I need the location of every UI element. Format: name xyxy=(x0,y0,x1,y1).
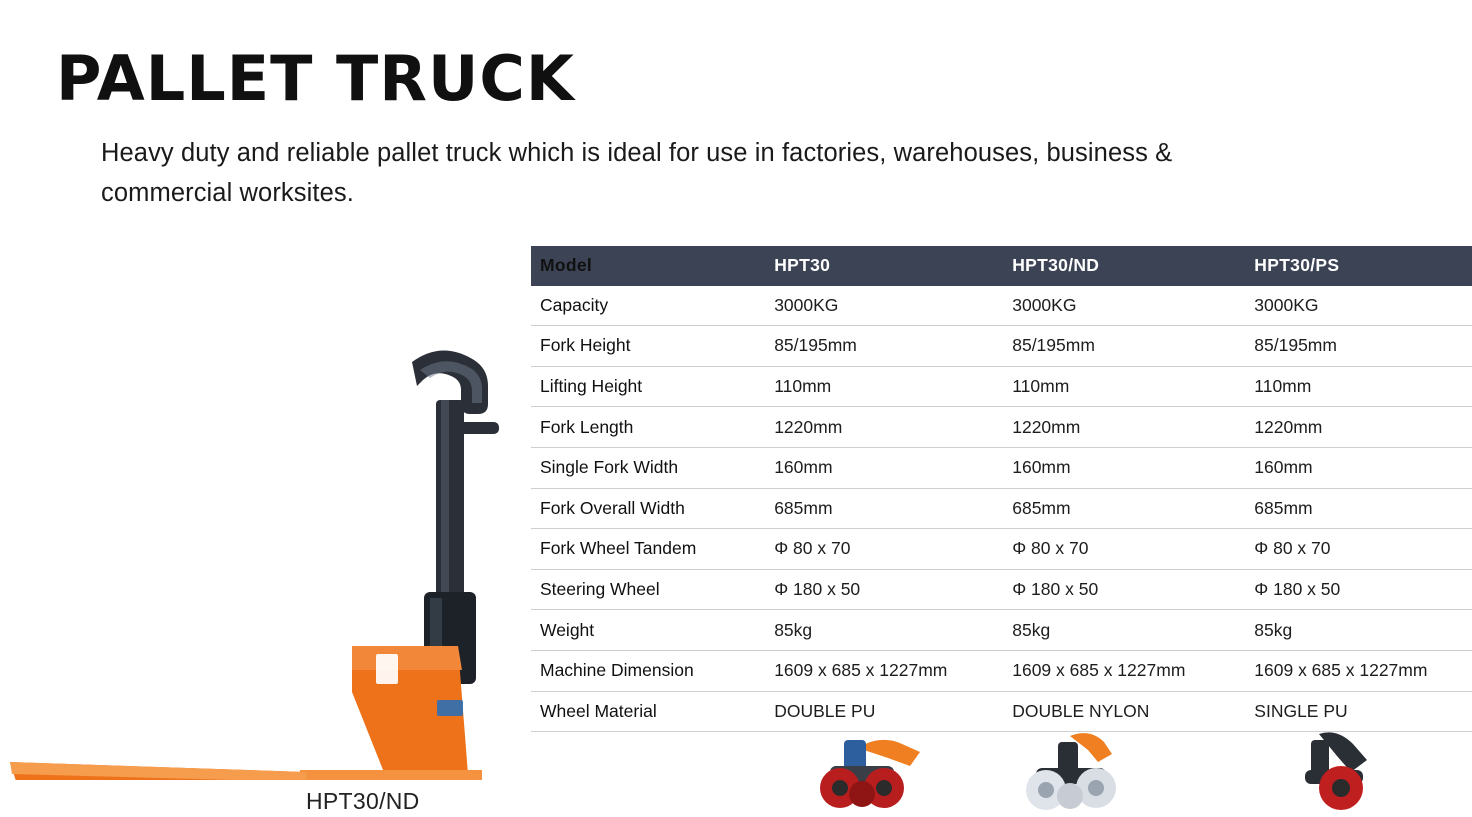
row-label: Single Fork Width xyxy=(540,457,679,478)
row-value-hpt30-ps: 1220mm xyxy=(1254,416,1323,437)
table-row xyxy=(531,488,1472,529)
row-value-hpt30-ps: 85kg xyxy=(1254,619,1293,640)
row-label: Capacity xyxy=(540,294,609,315)
table-row xyxy=(531,366,1472,407)
row-value-hpt30-nd: 160mm xyxy=(1012,457,1071,478)
row-value-hpt30: 110mm xyxy=(774,376,832,397)
double-nylon-wheel-image xyxy=(1000,722,1150,812)
table-row xyxy=(531,529,1472,570)
column-header-hpt30-ps: HPT30/PS xyxy=(1254,255,1340,276)
row-value-hpt30-ps: 1609 x 685 x 1227mm xyxy=(1254,660,1428,681)
row-value-hpt30: 685mm xyxy=(774,497,833,518)
table-row xyxy=(531,286,1472,326)
row-value-hpt30-nd: 685mm xyxy=(1012,497,1071,518)
row-label: Wheel Material xyxy=(540,700,657,721)
double-pu-wheel-image xyxy=(800,722,950,812)
table-row xyxy=(531,569,1472,610)
column-header-hpt30-nd: HPT30/ND xyxy=(1012,255,1100,276)
row-value-hpt30-nd: 85kg xyxy=(1012,619,1051,640)
row-value-hpt30-ps: 160mm xyxy=(1254,457,1313,478)
row-value-hpt30: 160mm xyxy=(774,457,833,478)
table-header-row xyxy=(531,246,1472,286)
table-row xyxy=(531,447,1472,488)
row-value-hpt30-nd: 85/195mm xyxy=(1012,335,1095,356)
row-value-hpt30-ps: 85/195mm xyxy=(1254,335,1337,356)
row-label: Fork Overall Width xyxy=(540,497,685,518)
table-row xyxy=(531,407,1472,448)
row-value-hpt30: 1220mm xyxy=(774,416,843,437)
row-value-hpt30-nd: 110mm xyxy=(1012,376,1070,397)
row-value-hpt30-nd: 1609 x 685 x 1227mm xyxy=(1012,660,1186,681)
row-label: Fork Height xyxy=(540,335,631,356)
row-value-hpt30-ps: 3000KG xyxy=(1254,294,1319,315)
row-value-hpt30: 85kg xyxy=(774,619,813,640)
row-label: Fork Wheel Tandem xyxy=(540,538,697,559)
row-value-hpt30-ps: Φ 180 x 50 xyxy=(1254,579,1341,600)
row-label: Steering Wheel xyxy=(540,579,660,600)
table-row xyxy=(531,610,1472,651)
row-value-hpt30: 3000KG xyxy=(774,294,839,315)
specification-table xyxy=(531,246,1472,732)
row-value-hpt30-nd: Φ 80 x 70 xyxy=(1012,538,1089,559)
single-pu-wheel-image xyxy=(1285,722,1435,812)
row-value-hpt30: DOUBLE PU xyxy=(774,700,876,721)
page-title: PALLET TRUCK xyxy=(56,41,575,115)
table-row xyxy=(531,326,1472,367)
row-value-hpt30: Φ 80 x 70 xyxy=(774,538,851,559)
intro-paragraph: Heavy duty and reliable pallet truck which is ideal for use in factories, warehouses, business & commercial worksites. xyxy=(101,138,1173,207)
column-header-hpt30: HPT30 xyxy=(774,255,831,276)
row-value-hpt30-ps: 110mm xyxy=(1254,376,1312,397)
row-value-hpt30: 1609 x 685 x 1227mm xyxy=(774,660,948,681)
row-value-hpt30-ps: 685mm xyxy=(1254,497,1313,518)
row-value-hpt30: 85/195mm xyxy=(774,335,857,356)
row-value-hpt30-ps: SINGLE PU xyxy=(1254,700,1348,721)
product-image-caption: HPT30/ND xyxy=(306,788,420,814)
row-value-hpt30-nd: DOUBLE NYLON xyxy=(1012,700,1150,721)
row-label: Weight xyxy=(540,619,595,640)
row-value-hpt30: Φ 180 x 50 xyxy=(774,579,861,600)
column-header-model: Model xyxy=(540,255,593,276)
row-value-hpt30-nd: 1220mm xyxy=(1012,416,1081,437)
row-label: Fork Length xyxy=(540,416,634,437)
row-value-hpt30-ps: Φ 80 x 70 xyxy=(1254,538,1331,559)
row-label: Machine Dimension xyxy=(540,660,694,681)
table-row xyxy=(531,650,1472,691)
row-value-hpt30-nd: 3000KG xyxy=(1012,294,1077,315)
row-label: Lifting Height xyxy=(540,376,643,397)
row-value-hpt30-nd: Φ 180 x 50 xyxy=(1012,579,1099,600)
pallet-truck-image xyxy=(0,330,520,780)
